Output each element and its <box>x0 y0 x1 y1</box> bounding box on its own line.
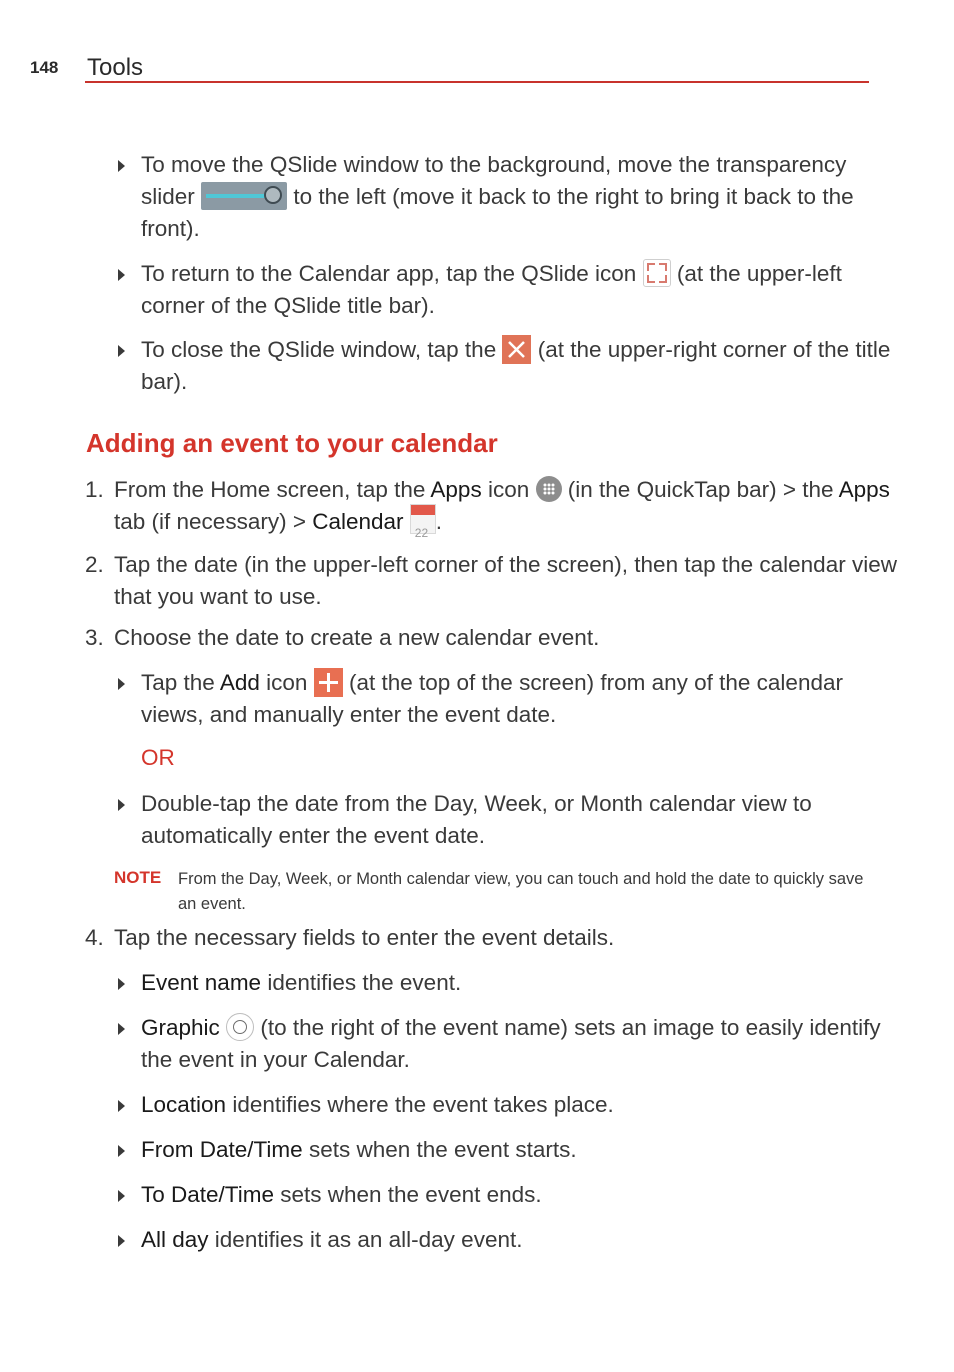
step-number: 2. <box>85 552 104 577</box>
bullet-return-calendar <box>118 258 901 322</box>
field-desc: identifies the event. <box>261 970 462 995</box>
apps-label: Apps <box>430 477 482 502</box>
bullet-text: To return to the Calendar app, tap the QSlide icon <box>141 261 637 286</box>
bullet-from-date <box>118 1134 901 1166</box>
step-text: icon <box>487 477 530 502</box>
bullet-tap-add <box>118 667 901 731</box>
bullet-arrow-icon <box>118 978 125 990</box>
bullet-move-background <box>118 149 901 245</box>
step-1 <box>85 474 904 541</box>
bullet-arrow-icon <box>118 678 125 690</box>
bullet-text: icon <box>266 670 308 695</box>
step-number: 4. <box>85 925 104 950</box>
bullet-to-date <box>118 1179 901 1211</box>
bullet-text: to the left (move it back to the right to bring it back to the front). <box>141 184 854 241</box>
bullet-text: To close the QSlide window, tap the <box>141 337 497 362</box>
bullet-close-qslide <box>118 334 901 398</box>
bullet-arrow-icon <box>118 160 125 172</box>
add-label: Add <box>219 670 260 695</box>
step-text: Tap the necessary fields to enter the event details. <box>114 925 615 950</box>
bullet-arrow-icon <box>118 1235 125 1247</box>
close-x-icon <box>502 335 531 364</box>
bullet-arrow-icon <box>118 345 125 357</box>
bullet-arrow-icon <box>118 1145 125 1157</box>
step-number: 3. <box>85 625 104 650</box>
bullet-text: To move the QSlide window to the background, move the transparency slider <box>141 152 847 209</box>
bullet-text: (at the upper-left corner of the QSlide title bar). <box>141 261 842 318</box>
add-plus-icon <box>314 668 343 697</box>
step-text: tab (if necessary) > <box>114 509 306 534</box>
step-text: Tap the date (in the upper-left corner of the screen), then tap the calendar view that you want to use. <box>114 552 897 609</box>
field-desc: identifies where the event takes place. <box>226 1092 614 1117</box>
step-text: (in the QuickTap bar) > the <box>567 477 834 502</box>
apps-icon <box>536 476 562 502</box>
bullet-text: (at the upper-right corner of the title bar). <box>141 337 891 394</box>
section-heading: Adding an event to your calendar <box>86 428 498 458</box>
step-3 <box>85 622 904 654</box>
calendar-label: Calendar <box>312 509 404 534</box>
or-label: OR <box>141 745 175 770</box>
bullet-text: (at the top of the screen) from any of the calendar views, and manually enter the event date. <box>141 670 843 727</box>
field-desc: identifies it as an all-day event. <box>208 1227 523 1252</box>
calendar-app-icon: 22 <box>410 504 436 534</box>
field-name: To Date/Time <box>141 1182 274 1207</box>
page-number: 148 <box>30 58 59 77</box>
note-text: From the Day, Week, or Month calendar view, you can touch and hold the date to quickly save an event. <box>178 870 864 913</box>
bullet-graphic <box>118 1012 901 1076</box>
step-2 <box>85 549 904 613</box>
step-4 <box>85 922 904 954</box>
field-desc: sets when the event starts. <box>302 1137 577 1162</box>
header-rule <box>85 81 869 83</box>
field-name: All day <box>141 1227 209 1252</box>
bullet-event-name <box>118 967 901 999</box>
bullet-location <box>118 1089 901 1121</box>
step-text: . <box>435 509 443 534</box>
field-desc: (to the right of the event name) sets an image to easily identify the event in your Calendar. <box>141 1015 881 1072</box>
graphic-smiley-icon <box>226 1013 254 1041</box>
bullet-arrow-icon <box>118 1100 125 1112</box>
bullet-double-tap <box>118 788 901 852</box>
field-name: Location <box>141 1092 227 1117</box>
bullet-arrow-icon <box>118 1023 125 1035</box>
field-name: Graphic <box>141 1015 220 1040</box>
transparency-slider-icon <box>201 182 287 210</box>
field-name: From Date/Time <box>141 1137 303 1162</box>
bullet-arrow-icon <box>118 799 125 811</box>
note-label: NOTE <box>114 868 162 887</box>
step-text: Choose the date to create a new calendar event. <box>114 625 600 650</box>
apps-tab-label: Apps <box>838 477 890 502</box>
section-title: Tools <box>87 54 144 81</box>
step-number: 1. <box>85 477 104 502</box>
field-name: Event name <box>141 970 262 995</box>
qslide-expand-icon <box>643 259 671 287</box>
bullet-text: Tap the <box>141 670 215 695</box>
bullet-all-day <box>118 1224 901 1256</box>
bullet-arrow-icon <box>118 1190 125 1202</box>
field-desc: sets when the event ends. <box>273 1182 542 1207</box>
bullet-arrow-icon <box>118 269 125 281</box>
bullet-text: Double-tap the date from the Day, Week, or Month calendar view to automatically enter the event date. <box>141 791 812 848</box>
step-text: From the Home screen, tap the <box>114 477 426 502</box>
